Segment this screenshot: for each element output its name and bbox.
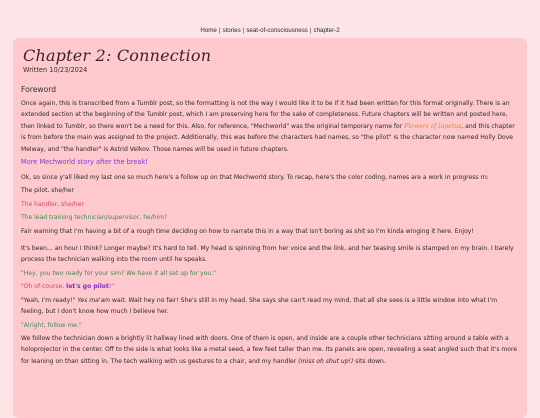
author-warning: Fair warning that I'm having a bit of a rough time deciding on how to narrate this in a way that isn't boring as shit so I'm kinda winging it here. Enjoy!: [21, 227, 474, 235]
handler-dialogue-1: [21, 281, 519, 292]
breadcrumb-separator: |: [309, 27, 312, 34]
handler-dialogue-bold: let's go pilot: [66, 283, 109, 291]
pilot-dialogue: "Yeah, I'm ready!": [21, 296, 76, 304]
lead-dialogue-1: "Hey, you two ready for your sim? We have it all set up for you.": [21, 269, 216, 277]
handler-dialogue-text: "Oh of course,: [21, 283, 65, 291]
pilot-aside: (miss oh shut up!): [298, 357, 354, 365]
story-paragraph-2-text: wait. Wait hey no fair! She's still in my head. She says she can't read my mind, that all she sees is a little window into what I'm feeling, but I don't know how much I believe her.: [21, 296, 498, 316]
fancy-project-name: Flowers of Iapetus: [404, 122, 462, 130]
breadcrumb-seat-of-consciousness[interactable]: seat-of-consciousness: [246, 27, 308, 34]
foreword-text-tail: be used in future chapters.: [206, 145, 289, 153]
breadcrumb-chapter-2[interactable]: chapter-2: [313, 27, 340, 34]
breadcrumb-home[interactable]: Home: [200, 27, 217, 34]
foreword-text: Once again, this is transcribed from a Tumblr post, so the formatting is not the way I would like it to be if it had been written for this format originally. There is an extended section at the beginning of the Tumblr post, which I am preserving here for the sake of completeness. Future chapters will be written and posted here, then linked to Tumblr, so there won't be a need for this. Also, for reference, "Mechworld" was the original temporary name for: [21, 100, 510, 130]
story-paragraph-3-text: We follow the technician down a brightly lit hallway lined with doors. One of them is open, and inside are a couple other technicians sitting around a table with a holoprojector in the center. Off to the side is what looks like a metal seed, a few feet taller than me. Its panels are open, revealing a seat angled such that it's more for leaning on than sitting in. The tech walking with us gestures to a chair, and my handler: [21, 334, 518, 365]
story-paragraph-1: It's been... an hour I think? Longer maybe? It's hard to tell. My head is spinning from her voice and the link, and her teasing smile is stamped on my brain. I barely process the technician walking into the room until he speaks.: [21, 245, 514, 264]
emphasis-will: will: [195, 145, 206, 153]
chapter-title: Chapter 2: Connection: [23, 46, 212, 65]
pilot-thought: Yes ma'am: [77, 296, 111, 304]
chapter-card: [13, 38, 527, 418]
breadcrumb-separator: |: [242, 27, 245, 34]
story-heading: More Mechworld story after the break!: [21, 158, 148, 167]
legend-handler: The handler, she/her: [21, 200, 84, 208]
story-paragraph-3: [21, 333, 519, 367]
story-paragraph-2: [21, 295, 519, 318]
breadcrumb-stories[interactable]: stories: [222, 27, 241, 34]
legend-lead-technician: The lead training technician/supervisor, he/him?: [21, 214, 168, 222]
chapter-date: Written 10/23/2024: [23, 66, 88, 74]
foreword-heading: Foreword: [21, 85, 57, 94]
foreword-paragraph: [21, 98, 519, 155]
handler-dialogue-end: !": [108, 283, 115, 291]
breadcrumb-separator: |: [218, 27, 221, 34]
story-paragraph-3-end: sits down.: [355, 357, 386, 365]
story-intro: Ok, so since y'all liked my last one so much here's a follow up on that Mechworld story. To recap, here's the color coding, names are a work in progress rn:: [21, 174, 489, 182]
foreword-text-continued: , and this chapter is from before the main was assigned to the project. Additionally, this was before the characters had names, so "the pilot" is the character now named Holly Dove Melway, and "the handler" is Astrid Velkov. Those names: [21, 122, 515, 153]
breadcrumb: [0, 27, 540, 34]
legend-pilot: The pilot, she/her: [21, 187, 75, 195]
lead-dialogue-2: "Alright, follow me.": [21, 321, 82, 329]
